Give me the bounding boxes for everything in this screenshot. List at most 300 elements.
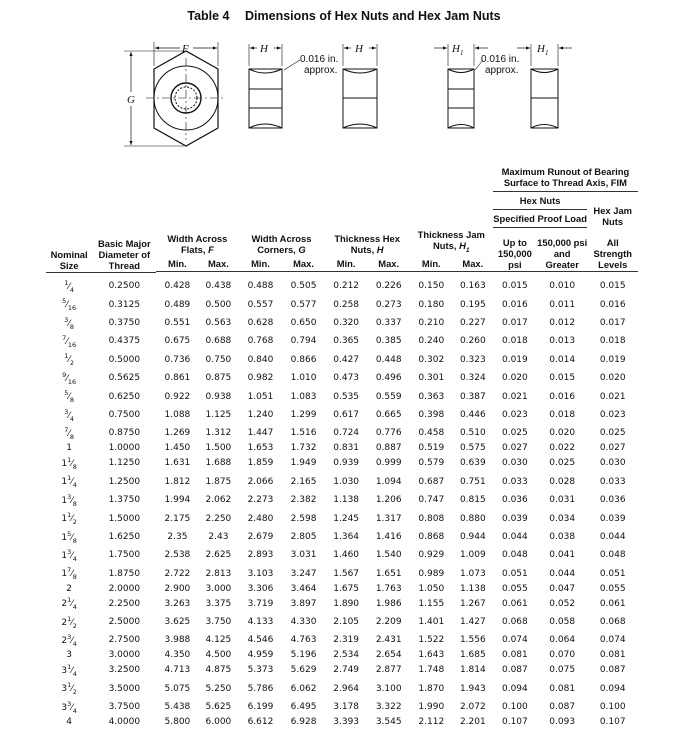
cell-gmin: 0.488	[247, 281, 274, 292]
cell-fmax: 3.375	[205, 598, 232, 609]
cell-gmax: 2.382	[290, 495, 317, 506]
cell-r1: 0.017	[501, 318, 528, 329]
cell-gmax: 6.062	[290, 683, 317, 694]
cell-r2: 0.011	[549, 299, 576, 310]
cell-h1max: 0.323	[459, 354, 486, 365]
cell-h1max: 1.427	[459, 617, 486, 628]
cell-r1: 0.033	[501, 476, 528, 487]
cell-r2: 0.020	[549, 428, 576, 439]
cell-gmax: 3.464	[290, 583, 317, 594]
cell-size: $^1⁄_4$	[64, 278, 75, 294]
cell-r2: 0.028	[549, 476, 576, 487]
cell-fmin: 5.075	[164, 683, 191, 694]
table-row	[46, 529, 638, 547]
cell-d: 0.5625	[108, 373, 141, 384]
cell-size: $2^1⁄_4$	[61, 596, 77, 612]
cell-r2: 0.014	[549, 354, 576, 365]
cell-fmax: 1.500	[205, 443, 232, 454]
cell-r3: 0.100	[599, 702, 626, 713]
cell-r3: 0.020	[599, 373, 626, 384]
cell-gmin: 6.612	[247, 717, 274, 728]
cell-size: $2^1⁄_2$	[61, 614, 77, 630]
cell-r2: 0.047	[549, 583, 576, 594]
cell-r2: 0.038	[549, 531, 576, 542]
cell-h1min: 0.579	[418, 458, 445, 469]
cell-h1min: 0.302	[418, 354, 445, 365]
cell-hmin: 0.427	[333, 354, 360, 365]
cell-gmin: 3.306	[247, 583, 274, 594]
cell-hmax: 3.545	[375, 717, 402, 728]
cell-hmin: 0.535	[333, 391, 360, 402]
cell-h1min: 1.990	[418, 702, 445, 713]
cell-hmax: 0.226	[375, 281, 402, 292]
cell-size: $^7⁄_{16}$	[62, 334, 77, 349]
cell-gmax: 1.010	[290, 373, 317, 384]
cell-r2: 0.087	[549, 702, 576, 713]
cell-r1: 0.081	[501, 650, 528, 661]
cell-r2: 0.012	[549, 318, 576, 329]
cell-r3: 0.087	[599, 665, 626, 676]
cell-r3: 0.094	[599, 683, 626, 694]
cell-fmin: 4.350	[164, 650, 191, 661]
cell-gmax: 2.805	[290, 531, 317, 542]
cell-r2: 0.081	[549, 683, 576, 694]
cell-d: 3.7500	[108, 702, 141, 713]
cell-fmax: 1.688	[205, 458, 232, 469]
cell-fmax: 4.125	[205, 635, 232, 646]
header-150000-greater: 150,000 psi and Greater	[537, 228, 587, 272]
cell-fmin: 1.812	[164, 476, 191, 487]
cell-hmin: 1.138	[333, 495, 360, 506]
cell-gmax: 3.897	[290, 598, 317, 609]
cell-r3: 0.048	[599, 550, 626, 561]
note-approx-1: approx.	[304, 65, 338, 76]
cell-size: $1^1⁄_4$	[61, 474, 77, 490]
cell-size: $1^3⁄_4$	[61, 547, 77, 563]
cell-fmin: 4.713	[164, 665, 191, 676]
cell-size: 1	[66, 443, 72, 454]
header-f-max: Max.	[198, 256, 238, 272]
cell-fmin: 3.988	[164, 635, 191, 646]
cell-hmax: 1.651	[375, 568, 402, 579]
cell-h1min: 0.929	[418, 550, 445, 561]
cell-size: $^7⁄_8$	[64, 426, 75, 441]
cell-h1max: 0.510	[459, 428, 486, 439]
cell-hmax: 3.100	[375, 683, 402, 694]
header-h1-min: Min.	[410, 256, 453, 272]
cell-hmin: 0.617	[333, 410, 360, 420]
label-h-1: H	[260, 43, 268, 55]
cell-r2: 0.031	[549, 495, 576, 506]
cell-r2: 0.041	[549, 550, 576, 561]
cell-r3: 0.044	[599, 531, 626, 542]
cell-h1min: 0.363	[418, 391, 445, 402]
cell-gmax: 4.330	[290, 617, 317, 628]
cell-h1min: 0.868	[418, 531, 445, 542]
cell-r1: 0.087	[501, 665, 528, 676]
cell-r3: 0.025	[599, 428, 626, 439]
cell-r1: 0.048	[501, 550, 528, 561]
cell-size: $3^1⁄_2$	[61, 681, 77, 697]
cell-gmin: 4.959	[247, 650, 274, 661]
cell-r3: 0.061	[599, 598, 626, 609]
table-row	[46, 492, 638, 510]
cell-h1min: 0.301	[418, 373, 445, 384]
cell-r1: 0.021	[501, 391, 528, 402]
header-h-max: Max.	[368, 256, 410, 272]
cell-hmax: 1.206	[375, 495, 402, 506]
cell-fmax: 5.250	[205, 683, 232, 694]
table-row	[46, 388, 638, 406]
cell-r1: 0.030	[501, 458, 528, 469]
cell-hmax: 0.337	[375, 318, 402, 329]
header-max-runout: Maximum Runout of Bearing Surface to Thread Axis, FIM	[493, 165, 638, 192]
cell-d: 2.5000	[108, 617, 141, 628]
cell-r1: 0.039	[501, 513, 528, 524]
cell-hmax: 1.416	[375, 531, 402, 542]
cell-h1min: 0.240	[418, 336, 445, 347]
cell-r3: 0.017	[599, 318, 626, 329]
cell-h1max: 1.685	[459, 650, 486, 661]
cell-d: 1.6250	[108, 531, 141, 542]
cell-fmax: 4.500	[205, 650, 232, 661]
cell-fmin: 2.538	[164, 550, 191, 561]
cell-size: $^9⁄_{16}$	[62, 370, 77, 386]
cell-h1max: 1.267	[459, 598, 486, 609]
cell-h1max: 1.814	[459, 665, 486, 676]
cell-fmin: 2.722	[164, 568, 191, 579]
cell-h1min: 0.747	[418, 495, 445, 506]
cell-r1: 0.074	[501, 635, 528, 646]
cell-gmin: 0.768	[247, 336, 274, 347]
cell-r3: 0.027	[599, 443, 626, 454]
cell-r1: 0.055	[501, 583, 528, 594]
cell-gmin: 3.103	[247, 568, 274, 579]
cell-gmin: 2.066	[247, 476, 274, 487]
cell-gmin: 6.199	[247, 702, 274, 713]
cell-fmin: 1.088	[164, 410, 191, 420]
cell-r1: 0.094	[501, 683, 528, 694]
cell-d: 1.3750	[108, 495, 141, 506]
hex-nut-side-view	[249, 44, 300, 128]
cell-fmax: 5.625	[205, 702, 232, 713]
cell-r2: 0.052	[549, 598, 576, 609]
cell-r1: 0.044	[501, 531, 528, 542]
cell-h1max: 2.072	[459, 702, 486, 713]
cell-h1min: 1.643	[418, 650, 445, 661]
cell-r3: 0.055	[599, 583, 626, 594]
table-row	[46, 443, 638, 455]
cell-d: 0.6250	[108, 391, 141, 402]
cell-fmax: 1.312	[205, 428, 232, 439]
cell-fmin: 0.551	[164, 318, 191, 329]
cell-r2: 0.015	[549, 373, 576, 384]
cell-hmax: 0.496	[375, 373, 402, 384]
table-row	[46, 584, 638, 596]
cell-fmax: 2.43	[208, 531, 229, 542]
cell-h1max: 0.880	[459, 513, 486, 524]
header-hex-nuts: Hex Nuts	[493, 192, 588, 210]
cell-fmax: 2.250	[205, 513, 232, 524]
cell-hmax: 1.317	[375, 513, 402, 524]
cell-size: $1^1⁄_8$	[61, 455, 77, 471]
cell-r3: 0.036	[599, 495, 626, 506]
cell-gmin: 2.480	[247, 513, 274, 524]
cell-r2: 0.044	[549, 568, 576, 579]
cell-h1min: 0.398	[418, 410, 445, 420]
cell-h1min: 0.180	[418, 299, 445, 310]
cell-h1max: 0.575	[459, 443, 486, 454]
cell-r3: 0.074	[599, 635, 626, 646]
cell-fmin: 1.450	[164, 443, 191, 454]
cell-hmin: 0.939	[333, 458, 360, 469]
table-row	[46, 614, 638, 632]
cell-size: $1^7⁄_8$	[61, 566, 77, 582]
cell-r2: 0.013	[549, 336, 576, 347]
cell-hmax: 0.887	[375, 443, 402, 454]
cell-gmax: 2.598	[290, 513, 317, 524]
cell-gmin: 0.982	[247, 373, 274, 384]
cell-hmin: 2.319	[333, 635, 360, 646]
cell-h1max: 0.387	[459, 391, 486, 402]
cell-r2: 0.018	[549, 410, 576, 420]
cell-fmin: 0.489	[164, 299, 191, 310]
cell-h1max: 1.138	[459, 583, 486, 594]
header-width-corners: Width Across Corners, G	[251, 233, 312, 256]
cell-r3: 0.030	[599, 458, 626, 469]
label-h-2: H	[355, 43, 363, 55]
header-g-min: Min.	[238, 256, 282, 272]
cell-h1min: 0.687	[418, 476, 445, 487]
cell-fmin: 3.625	[164, 617, 191, 628]
cell-fmax: 2.813	[205, 568, 232, 579]
cell-r3: 0.019	[599, 354, 626, 365]
header-thickness-jam: Thickness Jam Nuts, $H_1$	[417, 228, 485, 254]
cell-hmin: 0.320	[333, 318, 360, 329]
cell-fmin: 0.861	[164, 373, 191, 384]
table-row	[46, 473, 638, 491]
cell-d: 2.7500	[108, 635, 141, 646]
header-all-strength: All Strength Levels	[587, 228, 638, 272]
cell-r3: 0.023	[599, 410, 626, 420]
cell-d: 1.0000	[108, 443, 141, 454]
hex-nut-top-view	[146, 51, 226, 146]
cell-r2: 0.025	[549, 458, 576, 469]
cell-d: 1.5000	[108, 513, 141, 524]
table-row	[46, 565, 638, 583]
cell-size: $3^1⁄_4$	[61, 663, 77, 678]
table-row	[46, 296, 638, 314]
cell-r1: 0.061	[501, 598, 528, 609]
table-row	[46, 510, 638, 528]
cell-hmin: 1.675	[333, 583, 360, 594]
cell-gmin: 0.628	[247, 318, 274, 329]
cell-fmin: 1.269	[164, 428, 191, 439]
cell-hmin: 0.724	[333, 428, 360, 439]
header-width-flats: Width Across Flats, F	[167, 233, 228, 256]
header-h1-max: Max.	[453, 256, 493, 272]
cell-fmin: 0.675	[164, 336, 191, 347]
cell-fmin: 1.994	[164, 495, 191, 506]
table-row	[46, 407, 638, 425]
cell-hmin: 1.567	[333, 568, 360, 579]
cell-h1max: 1.009	[459, 550, 486, 561]
cell-size: $2^3⁄_4$	[61, 633, 77, 648]
cell-r3: 0.039	[599, 513, 626, 524]
cell-fmax: 0.688	[205, 336, 232, 347]
cell-gmax: 6.928	[290, 717, 317, 728]
cell-r1: 0.068	[501, 617, 528, 628]
cell-size: $^1⁄_2$	[64, 352, 75, 368]
table-row	[46, 455, 638, 473]
cell-r1: 0.018	[501, 336, 528, 347]
cell-h1min: 2.112	[418, 717, 445, 728]
note-value-2: 0.016 in.	[481, 54, 520, 65]
header-proof-load: Specified Proof Load	[493, 210, 588, 228]
cell-r3: 0.016	[599, 299, 626, 310]
cell-fmin: 5.800	[164, 717, 191, 728]
cell-gmax: 0.650	[290, 318, 317, 329]
cell-hmax: 0.273	[375, 299, 402, 310]
cell-gmin: 5.373	[247, 665, 274, 676]
cell-gmax: 0.505	[290, 281, 317, 292]
cell-hmax: 2.654	[375, 650, 402, 661]
cell-fmax: 2.625	[205, 550, 232, 561]
note-approx-2: approx.	[485, 65, 519, 76]
cell-r3: 0.033	[599, 476, 626, 487]
table-row	[46, 547, 638, 565]
cell-r1: 0.016	[501, 299, 528, 310]
cell-r3: 0.018	[599, 336, 626, 347]
cell-h1max: 0.815	[459, 495, 486, 506]
table-row	[46, 351, 638, 369]
cell-gmin: 0.840	[247, 354, 274, 365]
cell-gmin: 1.240	[247, 410, 274, 420]
cell-fmin: 3.263	[164, 598, 191, 609]
header-upto-150000: Up to 150,000 psi	[493, 228, 537, 272]
cell-h1min: 1.401	[418, 617, 445, 628]
cell-fmin: 0.736	[164, 354, 191, 365]
cell-fmax: 3.750	[205, 617, 232, 628]
cell-fmin: 0.428	[164, 281, 191, 292]
cell-r1: 0.023	[501, 410, 528, 420]
cell-r3: 0.015	[599, 281, 626, 292]
table-row	[46, 425, 638, 443]
cell-d: 3.5000	[108, 683, 141, 694]
cell-gmax: 6.495	[290, 702, 317, 713]
cell-gmax: 2.165	[290, 476, 317, 487]
cell-hmin: 0.212	[333, 281, 360, 292]
cell-r2: 0.064	[549, 635, 576, 646]
cell-gmax: 4.763	[290, 635, 317, 646]
cell-d: 2.0000	[108, 583, 141, 594]
cell-gmin: 5.786	[247, 683, 274, 694]
hex-nut-figure	[0, 0, 688, 165]
cell-r1: 0.107	[501, 717, 528, 728]
cell-hmax: 0.448	[375, 354, 402, 365]
cell-r2: 0.034	[549, 513, 576, 524]
hex-nut-side-view-2	[343, 44, 377, 128]
cell-fmin: 2.900	[164, 583, 191, 594]
cell-fmax: 0.938	[205, 391, 232, 402]
cell-h1max: 0.163	[459, 281, 486, 292]
header-f-min: Min.	[156, 256, 198, 272]
cell-size: $1^3⁄_8$	[61, 492, 77, 508]
cell-hmax: 2.877	[375, 665, 402, 676]
cell-hmin: 1.030	[333, 476, 360, 487]
cell-fmin: 0.922	[164, 391, 191, 402]
table-row	[46, 699, 638, 717]
cell-size: $^5⁄_8$	[64, 389, 75, 405]
cell-hmin: 3.178	[333, 702, 360, 713]
header-g-max: Max.	[283, 256, 325, 272]
cell-d: 4.0000	[108, 717, 141, 728]
table-row	[46, 272, 638, 296]
label-h1-1: $H_1$	[452, 43, 464, 57]
cell-gmax: 3.031	[290, 550, 317, 561]
cell-r1: 0.019	[501, 354, 528, 365]
cell-h1max: 0.446	[459, 410, 486, 420]
cell-hmax: 1.763	[375, 583, 402, 594]
header-nominal-size: Nominal Size	[50, 248, 88, 271]
cell-gmax: 1.083	[290, 391, 317, 402]
cell-d: 0.3125	[108, 299, 141, 310]
cell-hmax: 3.322	[375, 702, 402, 713]
cell-fmax: 4.875	[205, 665, 232, 676]
cell-h1min: 0.458	[418, 428, 445, 439]
cell-gmin: 1.653	[247, 443, 274, 454]
cell-hmax: 1.986	[375, 598, 402, 609]
cell-hmin: 1.890	[333, 598, 360, 609]
cell-hmax: 1.540	[375, 550, 402, 561]
cell-d: 2.2500	[108, 598, 141, 609]
cell-fmax: 0.563	[205, 318, 232, 329]
cell-h1max: 0.751	[459, 476, 486, 487]
cell-gmax: 1.299	[290, 410, 317, 420]
cell-d: 1.7500	[108, 550, 141, 561]
header-h-min: Min.	[325, 256, 368, 272]
cell-gmax: 3.247	[290, 568, 317, 579]
cell-gmax: 1.949	[290, 458, 317, 469]
cell-d: 3.2500	[108, 665, 141, 676]
cell-r2: 0.093	[549, 717, 576, 728]
cell-r2: 0.070	[549, 650, 576, 661]
cell-h1max: 1.556	[459, 635, 486, 646]
cell-fmax: 0.875	[205, 373, 232, 384]
cell-h1min: 1.748	[418, 665, 445, 676]
cell-hmin: 1.460	[333, 550, 360, 561]
cell-r1: 0.020	[501, 373, 528, 384]
cell-h1max: 0.260	[459, 336, 486, 347]
cell-gmax: 0.794	[290, 336, 317, 347]
cell-hmin: 2.749	[333, 665, 360, 676]
cell-gmax: 0.866	[290, 354, 317, 365]
cell-fmax: 0.500	[205, 299, 232, 310]
table-row	[46, 662, 638, 680]
label-f: F	[182, 43, 189, 55]
cell-r1: 0.100	[501, 702, 528, 713]
cell-h1max: 1.073	[459, 568, 486, 579]
cell-size: 4	[66, 717, 72, 728]
cell-hmin: 3.393	[333, 717, 360, 728]
cell-r2: 0.058	[549, 617, 576, 628]
cell-hmax: 0.665	[375, 410, 402, 420]
cell-hmax: 0.999	[375, 458, 402, 469]
header-basic-major-diameter: Basic Major Diameter of Thread	[98, 237, 151, 271]
cell-r2: 0.016	[549, 391, 576, 402]
cell-r3: 0.021	[599, 391, 626, 402]
cell-hmax: 0.559	[375, 391, 402, 402]
